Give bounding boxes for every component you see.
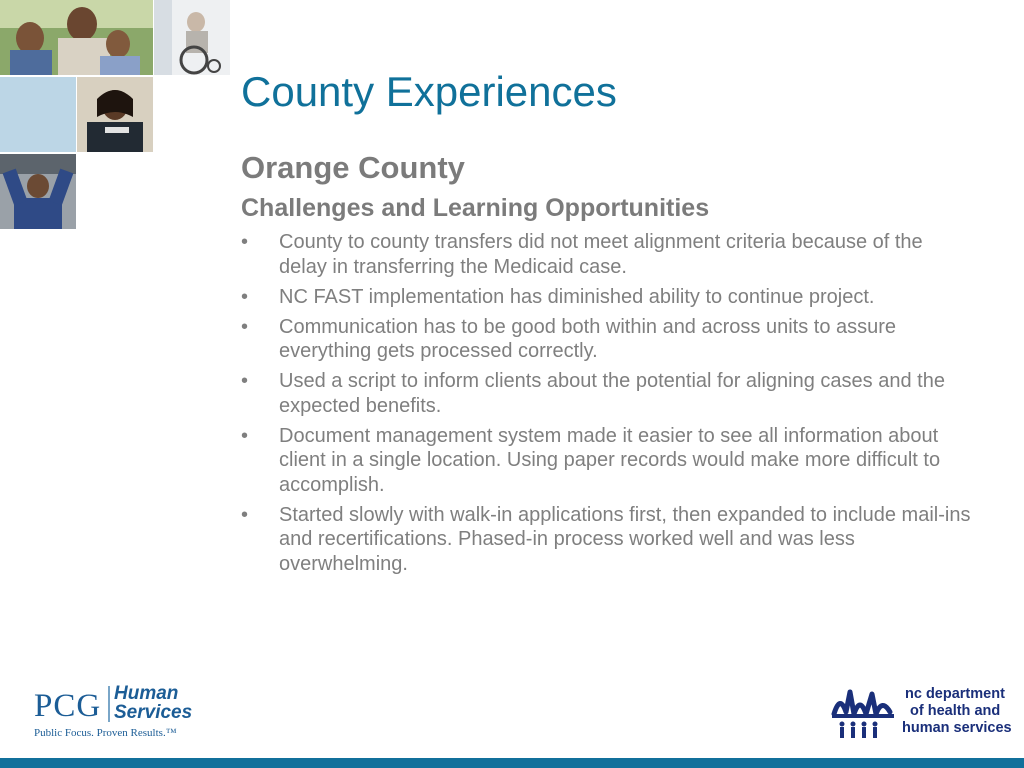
- bullet-icon: •: [241, 285, 249, 308]
- list-item: [241, 424, 971, 498]
- bullet-list: [241, 230, 971, 582]
- photo-mosaic: [0, 0, 230, 230]
- wheelchair-photo: [154, 0, 230, 75]
- dhhs-line-2: of health and: [910, 703, 1001, 719]
- blue-tile: [0, 77, 76, 152]
- bullet-icon: •: [241, 370, 249, 392]
- woman-photo: [77, 77, 153, 152]
- pcg-tagline: Public Focus. Proven Results.™: [34, 727, 177, 739]
- bullet-icon: •: [241, 503, 249, 526]
- logo-divider: [108, 686, 110, 722]
- bullet-text: Started slowly with walk-in applications first, then expanded to include mail-ins and recertifications. Phased-in process worked well and was less overwhelming.: [279, 503, 971, 575]
- dhhs-line-1: nc department: [905, 686, 1005, 702]
- pale-blue-tile: [77, 154, 153, 229]
- list-item: [241, 369, 971, 418]
- bullet-text: Communication has to be good both within and across units to assure everything gets processed correctly.: [279, 315, 897, 362]
- dhhs-line-3: human services: [902, 720, 1012, 736]
- bullet-text: Document management system made it easier to see all information about client in a single location. Using paper records would make more difficult to accomplish.: [279, 424, 941, 496]
- bullet-text: Used a script to inform clients about the potential for aligning cases and the expected benefits.: [279, 370, 945, 417]
- list-item: [241, 230, 971, 279]
- bullet-text: NC FAST implementation has diminished ability to continue project.: [279, 285, 875, 308]
- pale-tile: [154, 77, 230, 152]
- nc-dhhs-logo: [828, 684, 1018, 744]
- dhhs-people-icon: [828, 684, 898, 740]
- list-item: [241, 315, 971, 364]
- pcg-human-text: Human: [114, 683, 179, 704]
- bullet-icon: •: [241, 424, 249, 447]
- pcg-services-text: Services: [114, 702, 193, 723]
- pcg-letters: PCG: [34, 688, 102, 724]
- family-photo: [0, 0, 153, 75]
- slide-subtitle: Orange County: [241, 150, 465, 185]
- bullet-icon: •: [241, 315, 249, 338]
- worker-photo: [0, 154, 76, 229]
- slide-title: County Experiences: [241, 68, 617, 115]
- bottom-bar: [0, 758, 1024, 768]
- section-heading: Challenges and Learning Opportunities: [241, 194, 710, 222]
- bullet-icon: •: [241, 231, 249, 253]
- list-item: [241, 285, 971, 310]
- list-item: [241, 503, 971, 577]
- bullet-text: County to county transfers did not meet alignment criteria because of the delay in transferring the Medicaid case.: [279, 231, 923, 278]
- pcg-human-services-logo: [34, 684, 234, 744]
